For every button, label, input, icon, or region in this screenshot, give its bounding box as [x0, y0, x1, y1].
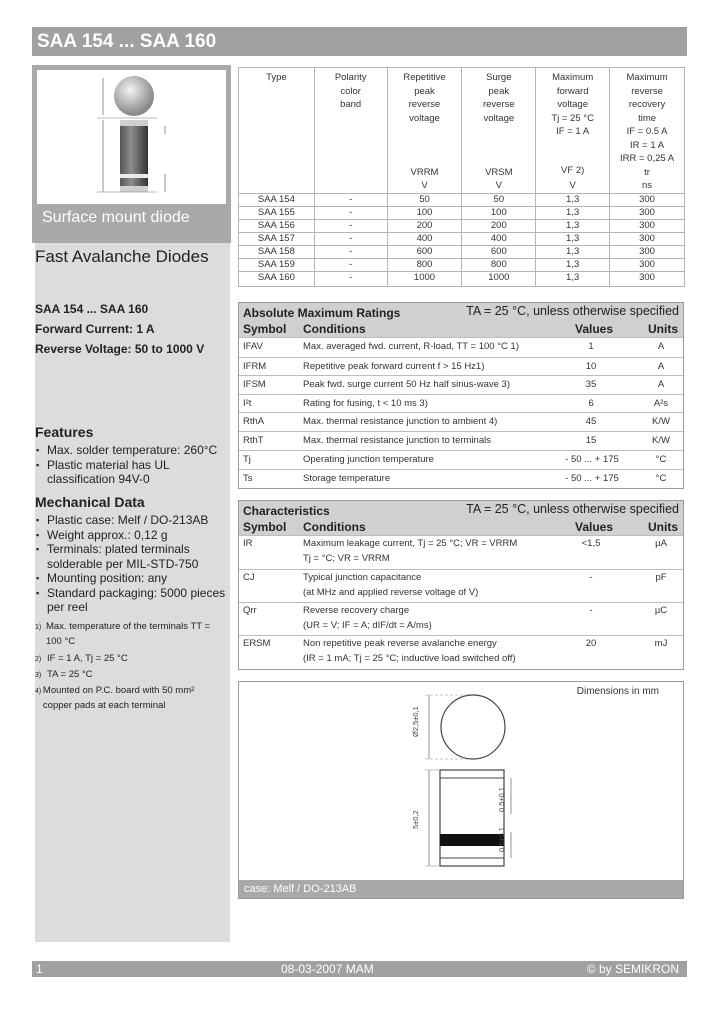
footnote-number: 2)	[35, 656, 42, 663]
row-condition: Typical junction capacitance	[303, 572, 422, 583]
section-condition: TA = 25 °C, unless otherwise specified	[466, 304, 679, 318]
row-condition: Max. averaged fwd. current, R-load, TT = 100 °C 1)	[303, 341, 519, 352]
table-cell: 300	[610, 259, 685, 272]
list-item: ▪ Max. solder temperature: 260°C	[35, 443, 230, 458]
table-row	[239, 635, 683, 668]
row-symbol: IR	[243, 538, 253, 549]
table-cell: 300	[610, 194, 685, 207]
unit-vrrm: V	[421, 180, 428, 191]
table-cell: 200	[462, 220, 536, 233]
table-cell: SAA 154	[239, 194, 315, 207]
table-row	[239, 394, 683, 412]
row-unit: °C	[655, 473, 667, 484]
col-header-line: IF = 0.5 A	[626, 126, 668, 137]
symbol-vf: VF 2)	[561, 165, 585, 176]
row-unit: K/W	[652, 416, 670, 427]
table-row	[239, 450, 683, 469]
row-value: 15	[585, 435, 597, 446]
table-row	[239, 375, 683, 394]
table-row	[239, 194, 685, 207]
dim-band: 0,5±0,1	[497, 827, 506, 852]
row-value: - 50 ... + 175	[565, 473, 619, 484]
table-cell: 1,3	[536, 259, 610, 272]
col-header-line: voltage	[483, 112, 515, 124]
col-header-line: Polarity	[334, 72, 367, 83]
table-cell: 100	[462, 207, 536, 220]
table-cell: -	[314, 207, 387, 220]
table-cell: 800	[387, 259, 462, 272]
row-value: 20	[585, 638, 597, 649]
row-value: 1	[588, 341, 594, 352]
table-row	[239, 535, 683, 569]
row-condition-detail: (IR = 1 mA; Tj = 25 °C; inductive load switched off)	[303, 653, 516, 664]
case-label: case: Melf / DO-213AB	[239, 880, 683, 898]
table-row	[239, 246, 685, 259]
footnote-number: 1)	[35, 624, 42, 631]
product-family: Fast Avalanche Diodes	[35, 247, 209, 266]
row-condition: Storage temperature	[303, 473, 391, 484]
row-condition-detail: Tj = °C; VR = VRRM	[303, 553, 390, 564]
col-header-line: reverse	[408, 99, 441, 110]
table-cell: SAA 157	[239, 233, 315, 246]
footnote-text: Max. temperature of the terminals TT = 100 °C	[45, 621, 211, 647]
table-row	[239, 469, 683, 488]
col-header-line: voltage	[409, 112, 440, 124]
col-units: Units	[648, 520, 678, 534]
row-value: -	[589, 605, 593, 616]
footnote-text: TA = 25 °C	[47, 669, 93, 680]
table-row	[239, 569, 683, 602]
mechanical-list	[35, 513, 230, 615]
unit-vf: V	[569, 180, 576, 191]
col-header-line: Maximum	[626, 72, 668, 83]
row-condition: Peak fwd. surge current 50 Hz half sinus-wave 3)	[303, 379, 510, 390]
table-row	[239, 220, 685, 233]
table-cell: SAA 156	[239, 220, 315, 233]
col-header-line: color	[340, 85, 361, 97]
list-item: ▪ Plastic material has UL classification 94V-0	[35, 458, 230, 487]
row-value: <1,5	[581, 538, 601, 549]
col-header-line: Tj = 25 °C	[551, 112, 594, 124]
col-symbol: Symbol	[243, 322, 287, 336]
row-symbol: IFSM	[243, 379, 266, 390]
table-cell: -	[314, 246, 387, 259]
table-row	[239, 431, 683, 450]
copyright: © by SEMIKRON	[586, 962, 679, 976]
col-header-line: voltage	[557, 99, 588, 110]
col-header-line: peak	[488, 85, 510, 97]
col-header-line: Maximum	[552, 72, 594, 83]
section-title: Absolute Maximum Ratings	[243, 306, 401, 320]
col-header-line: band	[340, 99, 362, 110]
table-cell: 300	[610, 233, 685, 246]
row-unit: mJ	[654, 638, 668, 649]
table-cell: 50	[462, 194, 536, 207]
features-list	[35, 443, 230, 487]
table-cell: SAA 155	[239, 207, 315, 220]
table-row	[239, 412, 683, 431]
table-row	[239, 602, 683, 635]
diode-illustration	[37, 70, 226, 204]
row-unit: °C	[655, 454, 667, 465]
row-condition: Rating for fusing, t < 10 ms 3)	[303, 398, 428, 409]
row-condition: Repetitive peak forward current f > 15 Hz1)	[303, 361, 485, 372]
photo-caption: Surface mount diode	[42, 209, 190, 226]
table-cell: 1,3	[536, 246, 610, 259]
row-condition: Maximum leakage current, Tj = 25 °C; VR = VRRM	[303, 538, 518, 549]
dimensions-drawing	[238, 681, 684, 899]
table-cell: 1,3	[536, 220, 610, 233]
package-outline	[239, 682, 683, 878]
row-value: 35	[585, 379, 597, 390]
section-title: Characteristics	[243, 504, 330, 518]
col-header-line: time	[638, 112, 657, 124]
column-headers	[239, 321, 683, 337]
row-value: 45	[585, 416, 597, 427]
table-row	[239, 259, 685, 272]
col-header-line: Repetitive	[403, 72, 446, 83]
dimensions-label: Dimensions in mm	[576, 686, 659, 697]
table-cell: 50	[387, 194, 462, 207]
col-values: Values	[575, 520, 614, 534]
table-cell: 1,3	[536, 194, 610, 207]
footer-bar	[32, 961, 687, 977]
col-header-type: Type	[266, 72, 287, 83]
table-row	[239, 357, 683, 375]
table-cell: -	[314, 259, 387, 272]
row-value: -	[589, 572, 593, 583]
table-row	[239, 272, 685, 287]
table-cell: SAA 158	[239, 246, 315, 259]
table-cell: 600	[462, 246, 536, 259]
col-header-line: IR = 1 A	[630, 139, 665, 151]
table-cell: -	[314, 272, 387, 287]
col-header-line: IF = 1 A	[556, 126, 590, 137]
table-cell: 300	[610, 272, 685, 287]
table-cell: 1,3	[536, 233, 610, 246]
list-item: ▪ Standard packaging: 5000 pieces per reel	[35, 586, 230, 615]
features-heading: Features	[35, 424, 94, 440]
row-symbol: IFAV	[243, 341, 263, 352]
row-symbol: Qrr	[243, 605, 257, 616]
forward-current: Forward Current: 1 A	[35, 322, 155, 336]
table-cell: 1,3	[536, 272, 610, 287]
col-conditions: Conditions	[303, 520, 366, 534]
row-symbol: IFRM	[243, 361, 267, 372]
table-row	[239, 233, 685, 246]
row-symbol: Tj	[243, 454, 251, 465]
unit-trr: ns	[642, 180, 653, 191]
reverse-voltage: Reverse Voltage: 50 to 1000 V	[35, 342, 205, 356]
row-condition: Reverse recovery charge	[303, 605, 410, 616]
product-photo	[32, 65, 231, 243]
footnotes	[35, 619, 225, 713]
table-cell: 300	[610, 220, 685, 233]
type-table	[238, 67, 685, 287]
col-header-line: peak	[414, 85, 435, 97]
symbol-vrrm: VRRM	[410, 167, 439, 178]
col-values: Values	[575, 322, 614, 336]
list-item: ▪ Plastic case: Melf / DO-213AB	[35, 513, 230, 528]
table-cell: 200	[387, 220, 462, 233]
row-symbol: RthT	[243, 435, 264, 446]
footnote-text: IF = 1 A, Tj = 25 °C	[47, 653, 128, 664]
table-cell: 400	[387, 233, 462, 246]
col-header-line: recovery	[628, 99, 666, 110]
abs-max-ratings	[238, 302, 684, 489]
row-unit: µA	[655, 538, 667, 549]
page-title: SAA 154 ... SAA 160	[37, 31, 217, 52]
row-condition-detail: (UR = V; IF = A; dIF/dt = A/ms)	[303, 620, 432, 631]
footnote-number: 3)	[35, 672, 42, 679]
col-header-line: Surge	[486, 72, 512, 83]
section-condition: TA = 25 °C, unless otherwise specified	[466, 502, 679, 516]
row-symbol: ERSM	[243, 638, 271, 649]
row-condition-detail: (at MHz and applied reverse voltage of V)	[303, 587, 479, 598]
dim-diameter: Ø2,5±0,1	[411, 706, 420, 737]
row-value: - 50 ... + 175	[565, 454, 619, 465]
characteristics	[238, 500, 684, 670]
table-cell: 600	[387, 246, 462, 259]
product-image	[37, 70, 226, 204]
table-cell: SAA 159	[239, 259, 315, 272]
col-symbol: Symbol	[243, 520, 287, 534]
table-cell: 800	[462, 259, 536, 272]
row-condition: Max. thermal resistance junction to ambient 4)	[303, 416, 498, 427]
footnote-number: 4)	[35, 688, 42, 695]
row-unit: µC	[654, 605, 668, 616]
section-header	[239, 501, 683, 519]
symbol-vrsm: VRSM	[485, 167, 513, 178]
list-item: ▪ Weight approx.: 0,12 g	[35, 528, 230, 543]
row-symbol: I²t	[243, 398, 252, 409]
row-unit: pF	[655, 572, 667, 583]
row-symbol: Ts	[243, 473, 253, 484]
row-symbol: RthA	[243, 416, 265, 427]
col-header-line: reverse	[482, 99, 515, 110]
product-range: SAA 154 ... SAA 160	[35, 302, 149, 316]
table-cell: -	[314, 220, 387, 233]
row-unit: A	[657, 379, 665, 390]
list-item: ▪ Terminals: plated terminals solderable per MIL-STD-750	[35, 542, 230, 571]
table-row	[239, 337, 683, 357]
row-unit: A	[657, 361, 665, 372]
row-condition: Operating junction temperature	[303, 454, 434, 465]
dim-length: 5±0,2	[411, 810, 420, 829]
footnote-text: Mounted on P.C. board with 50 mm² copper pads at each terminal	[42, 685, 195, 711]
table-cell: 300	[610, 246, 685, 259]
table-cell: 300	[610, 207, 685, 220]
symbol-trr: tr	[644, 167, 650, 178]
table-cell: SAA 160	[239, 272, 315, 287]
col-header-line: IRR = 0,25 A	[619, 153, 675, 164]
row-unit: K/W	[652, 435, 670, 446]
list-item: ▪ Mounting position: any	[35, 571, 230, 586]
row-value: 6	[588, 398, 594, 409]
section-header	[239, 303, 683, 321]
header-bar	[32, 27, 687, 56]
row-unit: A	[657, 341, 665, 352]
table-cell: 1,3	[536, 207, 610, 220]
column-headers	[239, 519, 683, 535]
table-cell: -	[314, 194, 387, 207]
unit-vrsm: V	[495, 180, 502, 191]
dim-band: 0,5±0,1	[497, 787, 506, 812]
mechanical-heading: Mechanical Data	[35, 494, 145, 510]
table-row	[239, 207, 685, 220]
table-cell: 100	[387, 207, 462, 220]
col-units: Units	[648, 322, 678, 336]
table-cell: 400	[462, 233, 536, 246]
row-condition: Max. thermal resistance junction to terminals	[303, 435, 491, 446]
table-cell: -	[314, 233, 387, 246]
revision-date: 08-03-2007 MAM	[281, 962, 374, 976]
col-header-line: reverse	[631, 85, 663, 97]
table-header-row	[239, 68, 685, 194]
col-header-line: forward	[556, 85, 589, 97]
page-number: 1	[36, 962, 43, 976]
row-value: 10	[585, 361, 597, 372]
table-cell: 1000	[387, 272, 462, 287]
row-symbol: CJ	[243, 572, 255, 583]
row-unit: A²s	[653, 398, 669, 409]
col-conditions: Conditions	[303, 322, 366, 336]
table-cell: 1000	[462, 272, 536, 287]
row-condition: Non repetitive peak reverse avalanche energy	[303, 638, 497, 649]
